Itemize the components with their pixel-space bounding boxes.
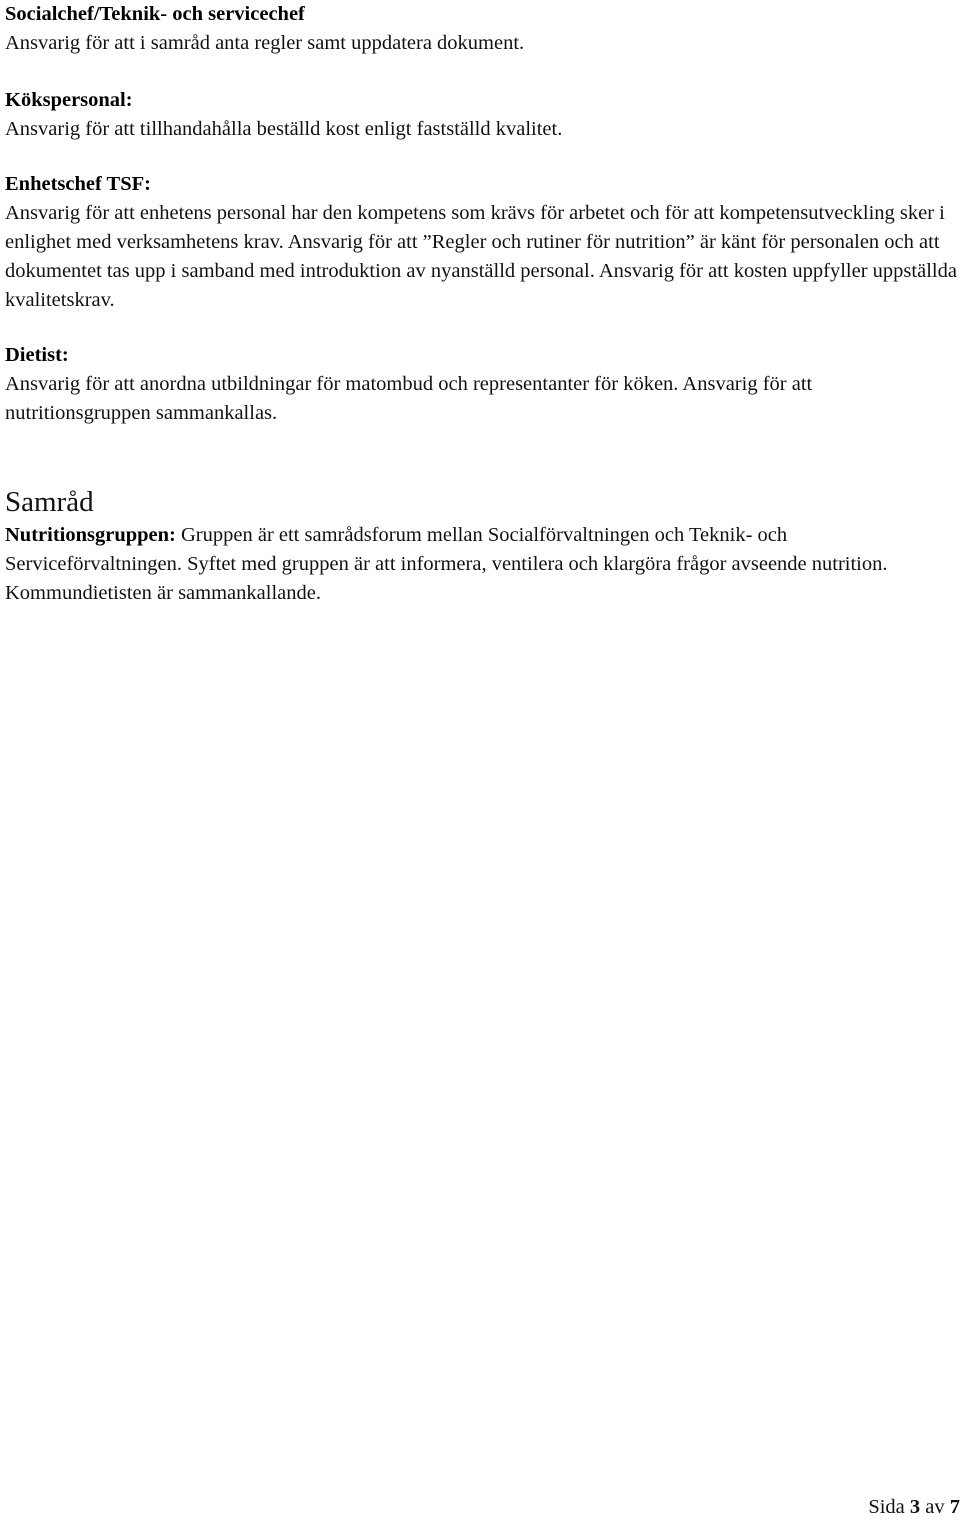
responsibility-socialchef [5,0,524,58]
label-nutritionsgruppen: Nutritionsgruppen: [5,524,176,546]
text-dietist: Ansvarig för att anordna utbildningar för matombud och representanter för köken. Ansvarig för att nutritionsgruppen sammankallas. [5,373,813,424]
page-number-total: 7 [949,1496,960,1518]
heading-dietist: Dietist: [5,344,69,366]
text-socialchef: Ansvarig för att i samråd anta regler samt uppdatera dokument. [5,32,525,54]
responsibility-dietist [5,341,957,428]
page-number-prefix: Sida [868,1496,910,1518]
page-number [868,1493,960,1522]
heading-socialchef: Socialchef/Teknik- och servicechef [5,3,305,25]
heading-enhetschef: Enhetschef TSF: [5,173,151,195]
heading-kokspersonal: Kökspersonal: [5,89,133,111]
page-number-current: 3 [909,1496,921,1518]
responsibility-enhetschef [5,170,957,315]
text-nutritionsgruppen: Gruppen är ett samrådsforum mellan Socialförvaltningen och Teknik- och Serviceförvaltningen. Syftet med gruppen är att informera, ventilera och klargöra frågor avseende nutrition. Kommundietisten är sammankallande. [5,524,888,604]
text-kokspersonal: Ansvarig för att tillhandahålla beställd kost enligt fastställd kvalitet. [5,118,563,140]
responsibility-kokspersonal [5,86,562,144]
page-number-middle: av [920,1496,950,1518]
text-enhetschef: Ansvarig för att enhetens personal har den kompetens som krävs för arbetet och för att kompetensutveckling sker i enlighet med verksamhetens krav. Ansvarig för att ”Regler och rutiner för nutrition” är känt för personalen och att dokumentet tas upp i samband med introduktion av nyanställd personal. Ansvarig för att kosten uppfyller uppställda kvalitetskrav. [5,202,957,311]
section-title-samrad: Samråd [5,486,94,518]
paragraph-nutritionsgruppen [5,521,957,608]
